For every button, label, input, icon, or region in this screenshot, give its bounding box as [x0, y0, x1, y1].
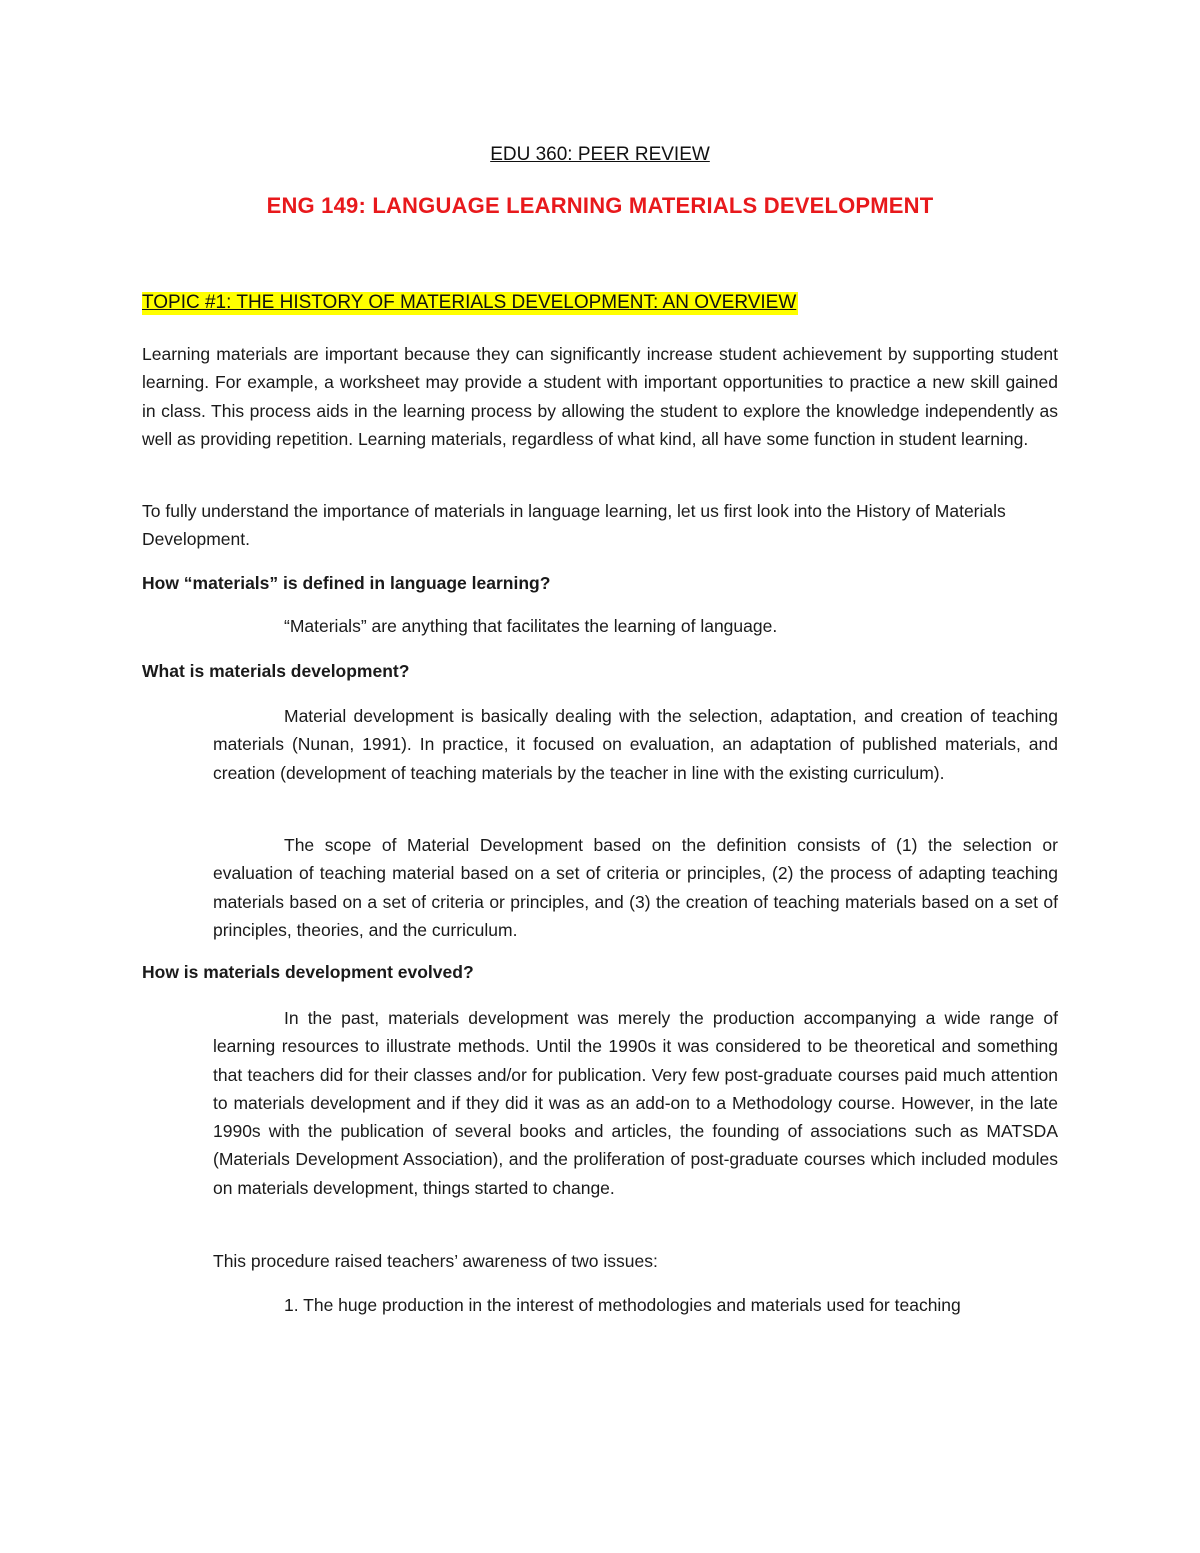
question-materials-development: What is materials development? [142, 661, 410, 681]
answer-materials-development-scope: The scope of Material Development based on the definition consists of (1) the selection or evaluation of teaching material based on a set of criteria or principles, (2) the process of adapting teaching materials based on a set of criteria or principles, and (3) the creation of teaching materials based on a set of principles, theories, and the curriculum. [213, 835, 1058, 940]
course-title-secondary: ENG 149: LANGUAGE LEARNING MATERIALS DEVELOPMENT [266, 193, 934, 218]
topic-heading: TOPIC #1: THE HISTORY OF MATERIALS DEVELOPMENT: AN OVERVIEW [142, 292, 797, 313]
answer-materials-development-definition: Material development is basically dealing with the selection, adaptation, and creation of teaching materials (Nunan, 1991). In practice, it focused on evaluation, an adaptation of published materials, and creation (development of teaching materials by the teacher in line with the existing curriculum). [213, 706, 1058, 783]
transition-paragraph: To fully understand the importance of materials in language learning, let us first look into the History of Materials Development. [142, 501, 1006, 550]
question-materials-evolution: How is materials development evolved? [142, 962, 474, 982]
course-title-primary: EDU 360: PEER REVIEW [490, 144, 710, 165]
issue-item-1: 1. The huge production in the interest of methodologies and materials used for teaching [284, 1295, 961, 1315]
issues-intro: This procedure raised teachers’ awareness of two issues: [213, 1251, 658, 1271]
intro-paragraph: Learning materials are important because they can significantly increase student achievement by supporting student learning. For example, a worksheet may provide a student with important opportunities to practice a new skill gained in class. This process aids in the learning process by allowing the student to explore the knowledge independently as well as providing repetition. Learning materials, regardless of what kind, all have some function in student learning. [142, 344, 1058, 449]
answer-materials-evolution: In the past, materials development was merely the production accompanying a wide range of learning resources to illustrate methods. Until the 1990s it was considered to be theoretical and something that teachers did for their classes and/or for publication. Very few post-graduate courses paid much attention to materials development and if they did it was as an add-on to a Methodology course. However, in the late 1990s with the publication of several books and articles, the founding of associations such as MATSDA (Materials Development Association), and the proliferation of post-graduate courses which included modules on materials development, things started to change. [213, 1008, 1058, 1198]
question-materials-defined: How “materials” is defined in language learning? [142, 573, 551, 593]
answer-materials-defined: “Materials” are anything that facilitates the learning of language. [284, 616, 778, 636]
